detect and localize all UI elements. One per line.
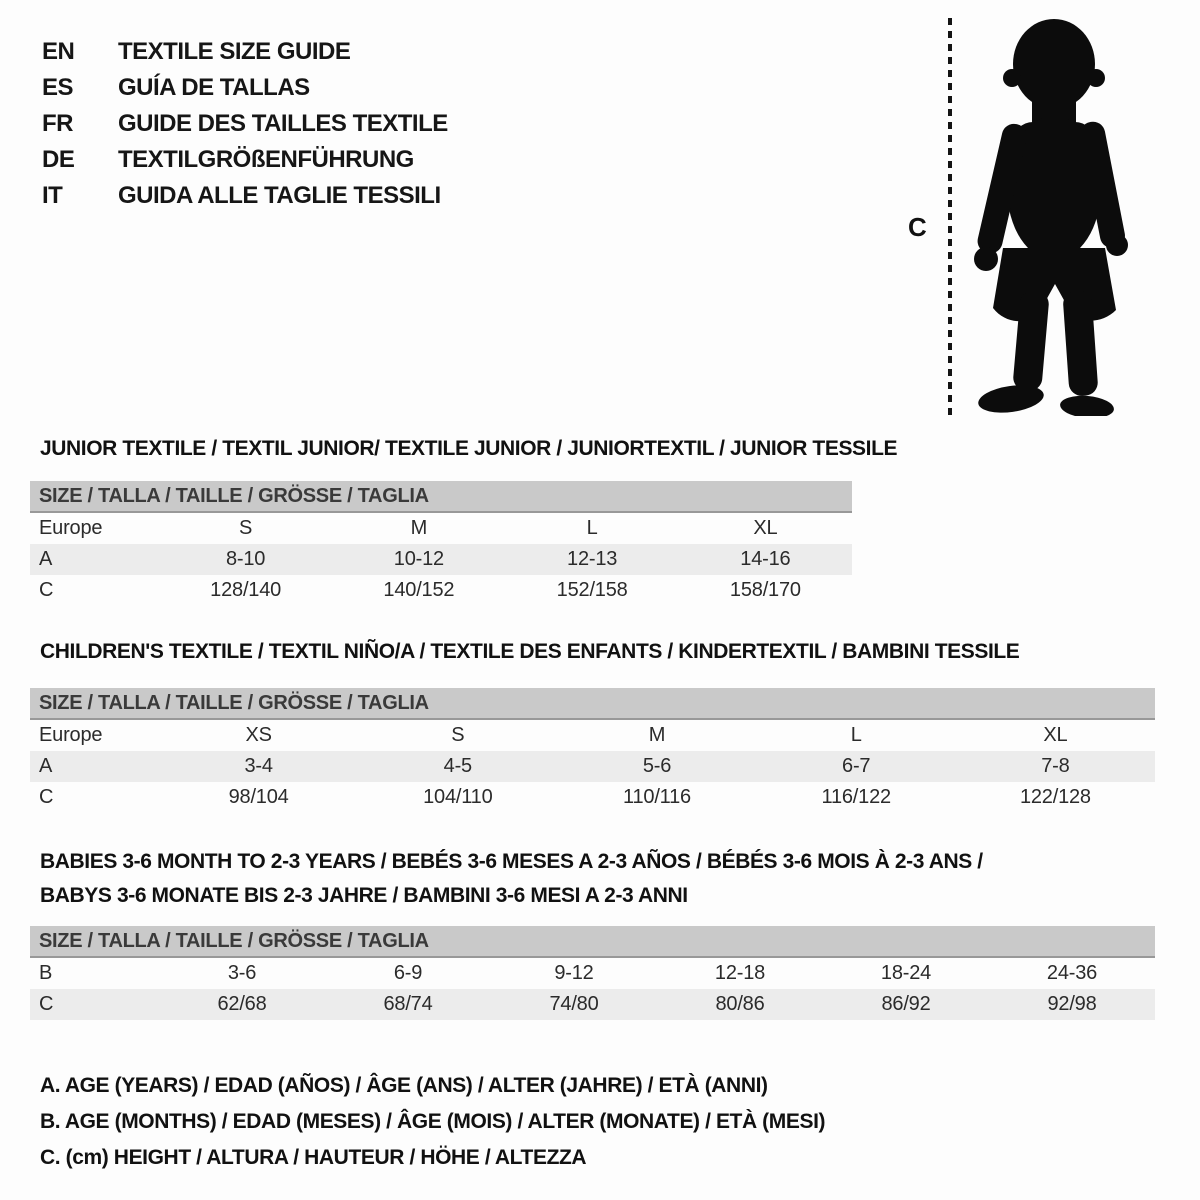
table-cell: 12-18 [714,962,766,984]
table-cell: 8-10 [226,548,266,570]
size-column-header: S [451,724,465,746]
table-cell: 3-6 [227,962,257,984]
language-row-it [42,178,448,214]
table-row-height [30,989,1155,1020]
size-header-bar: SIZE / TALLA / TAILLE / GRÖSSE / TAGLIA [30,926,1155,958]
size-column-header: XS [245,724,272,746]
size-header-bar: SIZE / TALLA / TAILLE / GRÖSSE / TAGLIA [30,688,1155,720]
language-code: FR [42,110,73,137]
language-code: DE [42,146,75,173]
babies-section-title-line1: BABIES 3-6 MONTH TO 2-3 YEARS / BEBÉS 3-6 MESES A 2-3 AÑOS / BÉBÉS 3-6 MOIS À 2-3 ANS / [40,850,983,873]
table-cell: 116/122 [821,786,891,808]
babies-section-title-line2: BABYS 3-6 MONATE BIS 2-3 JAHRE / BAMBINI 3-6 MESI A 2-3 ANNI [40,884,688,907]
row-label: C [39,579,54,601]
size-column-header: L [586,517,598,539]
babies-size-table [30,926,1155,1020]
row-label: A [39,548,53,570]
children-size-table [30,688,1155,813]
table-cell: 24-36 [1046,962,1098,984]
legend-block [40,1068,825,1176]
row-label: A [39,755,53,777]
size-column-header: M [410,517,428,539]
table-row-age [30,751,1155,782]
table-cell: 98/104 [228,786,289,808]
language-label: GUIDA ALLE TAGLIE TESSILI [118,182,441,209]
table-cell: 158/170 [729,579,801,601]
legend-line-b: B. AGE (MONTHS) / EDAD (MESES) / ÂGE (MOIS) / ALTER (MONATE) / ETÀ (MESI) [40,1110,826,1133]
region-header-cell: Europe [39,724,103,746]
table-cell: 122/128 [1019,786,1091,808]
table-cell: 80/86 [715,993,765,1015]
height-measure-dashed-line [948,18,952,416]
table-cell: 9-12 [554,962,594,984]
baby-silhouette [973,16,1133,416]
language-label: TEXTILGRÖßENFÜHRUNG [118,146,414,173]
table-cell: 110/116 [623,786,691,808]
table-cell: 7-8 [1041,755,1070,777]
table-cell: 86/92 [881,993,931,1015]
language-code: EN [42,38,75,65]
language-label: GUIDE DES TAILLES TEXTILE [118,110,448,137]
table-cell: 128/140 [210,579,282,601]
language-row-fr [42,106,448,142]
size-column-header: XL [1043,724,1068,746]
language-label: GUÍA DE TALLAS [118,74,310,101]
table-cell: 140/152 [383,579,455,601]
table-header-row [30,513,852,544]
table-header-row [30,720,1155,751]
size-column-header: XL [753,517,778,539]
table-cell: 74/80 [549,993,599,1015]
size-column-header: M [648,724,666,746]
table-cell: 68/74 [383,993,433,1015]
legend-line-c: C. (cm) HEIGHT / ALTURA / HAUTEUR / HÖHE / ALTEZZA [40,1146,587,1169]
table-cell: 12-13 [567,548,618,570]
table-row-age [30,544,852,575]
row-label: C [39,786,54,808]
table-cell: 18-24 [880,962,932,984]
table-row-age-months [30,958,1155,989]
table-cell: 152/158 [556,579,628,601]
region-header-cell: Europe [39,517,103,539]
row-label: B [39,962,53,984]
language-row-de [42,142,448,178]
table-cell: 5-6 [642,755,672,777]
table-cell: 10-12 [393,548,444,570]
table-row-height [30,575,852,606]
table-row-height [30,782,1155,813]
language-row-es [42,70,448,106]
table-cell: 14-16 [740,548,791,570]
junior-size-table [30,481,852,606]
junior-section-title: JUNIOR TEXTILE / TEXTIL JUNIOR/ TEXTILE JUNIOR / JUNIORTEXTIL / JUNIOR TESSILE [40,437,898,460]
size-column-header: L [850,724,862,746]
table-cell: 62/68 [217,993,267,1015]
size-column-header: S [239,517,253,539]
size-header-bar: SIZE / TALLA / TAILLE / GRÖSSE / TAGLIA [30,481,852,513]
table-cell: 6-7 [842,755,871,777]
children-section-title: CHILDREN'S TEXTILE / TEXTIL NIÑO/A / TEXTILE DES ENFANTS / KINDERTEXTIL / BAMBINI TESSILE [40,640,1020,663]
language-row-en [42,34,448,70]
legend-line-a: A. AGE (YEARS) / EDAD (AÑOS) / ÂGE (ANS) / ALTER (JAHRE) / ETÀ (ANNI) [40,1074,768,1097]
language-list [42,34,448,214]
table-cell: 92/98 [1047,993,1097,1015]
height-measure-label: C [908,212,927,242]
row-label: C [39,993,54,1015]
table-cell: 6-9 [393,962,423,984]
language-code: IT [42,182,63,209]
table-cell: 3-4 [244,755,273,777]
table-cell: 4-5 [443,755,472,777]
language-code: ES [42,74,74,101]
table-cell: 104/110 [423,786,493,808]
language-label: TEXTILE SIZE GUIDE [118,38,351,65]
